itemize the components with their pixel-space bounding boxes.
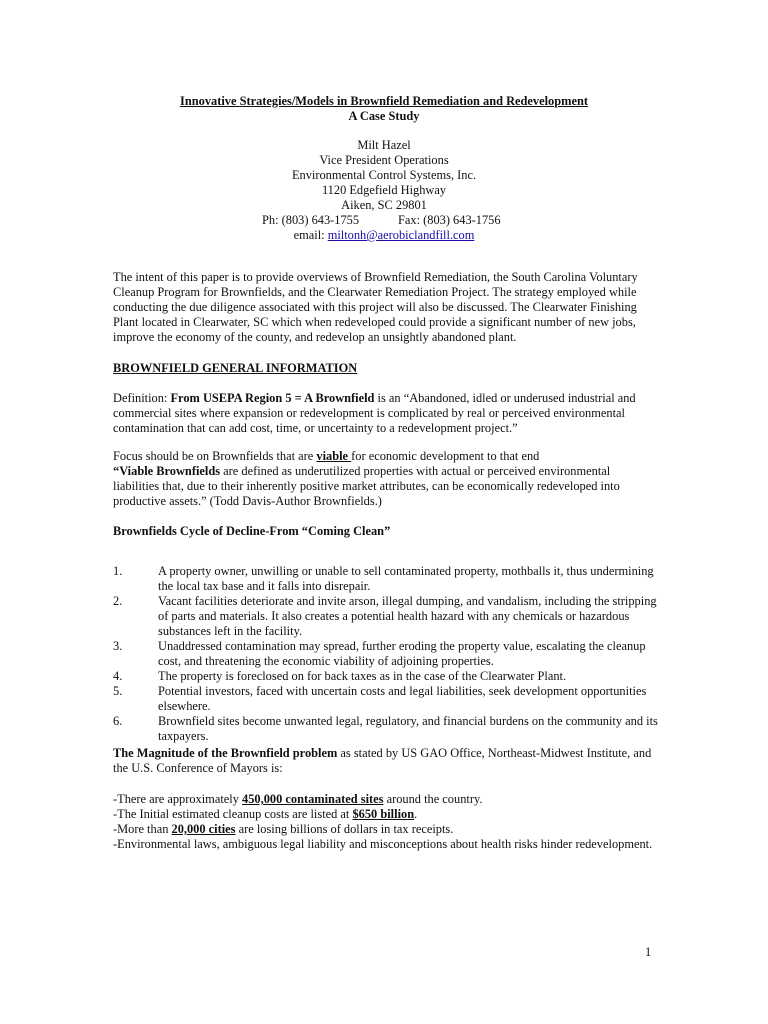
bullet-text: -More than bbox=[113, 822, 172, 836]
author-street: 1120 Edgefield Highway bbox=[321, 183, 447, 197]
phone-number: Ph: (803) 643-1755 bbox=[262, 213, 360, 227]
list-item bbox=[113, 564, 658, 594]
bullet-sites bbox=[113, 792, 658, 807]
bullet-cities bbox=[113, 822, 658, 837]
author-block bbox=[0, 138, 768, 243]
list-item bbox=[113, 669, 658, 684]
bullet-text: . bbox=[414, 807, 418, 821]
focus-viable: viable bbox=[316, 449, 352, 463]
focus-post: for economic development to that end bbox=[351, 449, 540, 463]
subtitle-line: A Case Study bbox=[348, 109, 420, 123]
list-text: Vacant facilities deteriorate and invite arson, illegal dumping, and vandalism, including the stripping of parts and materials. It also creates a potential health hazard with any chemicals or hazardous substances left in the facility. bbox=[158, 594, 657, 638]
list-text: Potential investors, faced with uncertain costs and legal liabilities, seek development opportunities elsewhere. bbox=[158, 684, 647, 713]
bullet-laws: -Environmental laws, ambiguous legal liability and misconceptions about health risks hinder redevelopment. bbox=[113, 837, 653, 851]
author-city: Aiken, SC 29801 bbox=[341, 198, 427, 212]
list-item bbox=[113, 594, 658, 639]
email-line bbox=[0, 228, 768, 243]
list-item bbox=[113, 684, 658, 714]
bullet-highlight: 20,000 cities bbox=[171, 822, 236, 836]
bullet-highlight: $650 billion bbox=[352, 807, 415, 821]
focus-line bbox=[113, 449, 658, 464]
definition-label: Definition: bbox=[113, 391, 171, 405]
document-title bbox=[0, 94, 768, 124]
viable-text: are defined as underutilized properties with actual or perceived environmental liabilities that, due to their inherently positive market attributes, can be economically redeveloped into productive assets.” (Todd Davis-Author Brownfields.) bbox=[113, 464, 620, 508]
fax-number: Fax: (803) 643-1756 bbox=[398, 213, 501, 227]
bullet-highlight: 450,000 contaminated sites bbox=[242, 792, 384, 806]
author-position: Vice President Operations bbox=[319, 153, 449, 167]
list-text: Unaddressed contamination may spread, further eroding the property value, escalating the cleanup cost, and threatening the economic viability of adjoining properties. bbox=[158, 639, 646, 668]
list-number: 4. bbox=[113, 669, 123, 683]
magnitude-bullets bbox=[113, 792, 658, 852]
viable-definition bbox=[113, 464, 658, 509]
title-line: Innovative Strategies/Models in Brownfield Remediation and Redevelopment bbox=[180, 94, 588, 108]
page-number: 1 bbox=[645, 945, 652, 959]
definition-is: is an bbox=[374, 391, 404, 405]
list-text: Brownfield sites become unwanted legal, regulatory, and financial burdens on the community and its taxpayers. bbox=[158, 714, 658, 743]
definition-source: From USEPA Region 5 = A Brownfield bbox=[170, 391, 375, 405]
magnitude-paragraph bbox=[113, 746, 658, 776]
list-number: 1. bbox=[113, 564, 123, 578]
bullet-costs bbox=[113, 807, 658, 822]
section-heading-general: BROWNFIELD GENERAL INFORMATION bbox=[113, 361, 358, 375]
list-text: The property is foreclosed on for back taxes as in the case of the Clearwater Plant. bbox=[158, 669, 567, 683]
magnitude-text: as stated by US GAO Office, Northeast-Midwest Institute, and the U.S. Conference of Mayors is: bbox=[113, 746, 652, 775]
focus-pre: Focus should be on Brownfields that are bbox=[113, 449, 317, 463]
cycle-heading: Brownfields Cycle of Decline-From “Coming Clean” bbox=[113, 524, 391, 538]
author-name: Milt Hazel bbox=[357, 138, 411, 152]
author-company: Environmental Control Systems, Inc. bbox=[291, 168, 477, 182]
email-link[interactable]: miltonh@aerobiclandfill.com bbox=[327, 228, 475, 242]
bullet-text: -The Initial estimated cleanup costs are listed at bbox=[113, 807, 353, 821]
focus-paragraph bbox=[113, 449, 658, 509]
definition-text: “Abandoned, idled or underused industrial and commercial sites where expansion or redevelopment is complicated by real or perceived environmental contamination that can add cost, time, or uncertainty to a redevelopment project.” bbox=[113, 391, 636, 435]
viable-label: “Viable Brownfields bbox=[113, 464, 221, 478]
email-label: email: bbox=[293, 228, 328, 242]
list-number: 3. bbox=[113, 639, 123, 653]
bullet-text: are losing billions of dollars in tax receipts. bbox=[235, 822, 454, 836]
magnitude-label: The Magnitude of the Brownfield problem bbox=[113, 746, 338, 760]
list-item bbox=[113, 639, 658, 669]
cycle-list bbox=[113, 564, 658, 744]
definition-paragraph bbox=[113, 391, 658, 436]
list-item bbox=[113, 714, 658, 744]
list-number: 2. bbox=[113, 594, 123, 608]
contact-row bbox=[0, 213, 768, 228]
list-text: A property owner, unwilling or unable to sell contaminated property, mothballs it, thus undermining the local tax base and it falls into disrepair. bbox=[158, 564, 654, 593]
intro-paragraph: The intent of this paper is to provide overviews of Brownfield Remediation, the South Carolina Voluntary Cleanup Program for Brownfields, and the Clearwater Remediation Project. The strategy employed while conducting the due diligence associated with this project will also be discussed. The Clearwater Finishing Plant located in Clearwater, SC which when redeveloped could provide a significant number of new jobs, improve the economy of the county, and redevelop an unsightly abandoned plant. bbox=[113, 270, 638, 344]
bullet-text: -There are approximately bbox=[113, 792, 243, 806]
list-number: 5. bbox=[113, 684, 123, 698]
bullet-text: around the country. bbox=[383, 792, 483, 806]
list-number: 6. bbox=[113, 714, 123, 728]
